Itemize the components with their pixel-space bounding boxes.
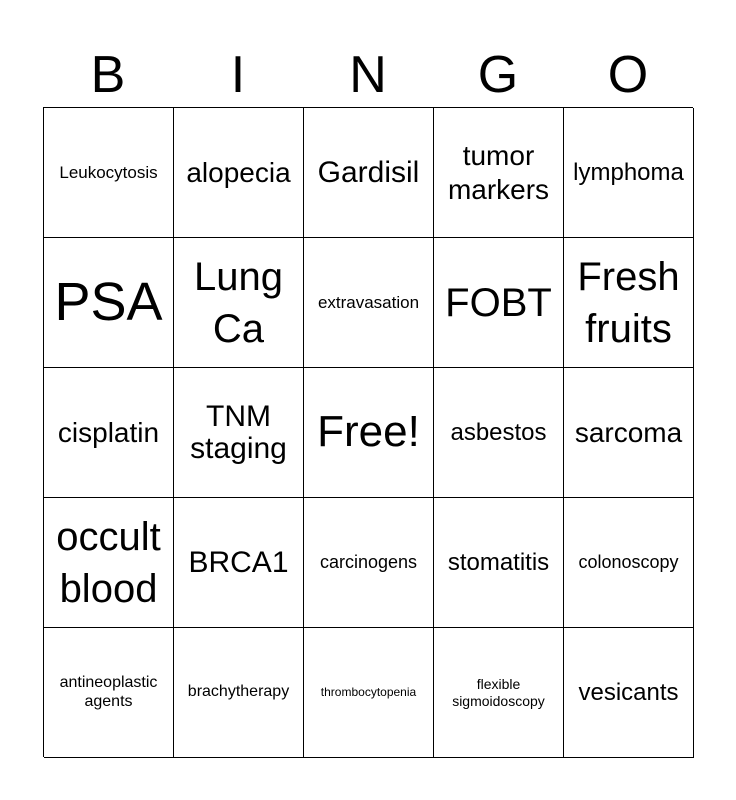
bingo-board [43, 107, 693, 757]
header-letter-i: I [230, 46, 246, 104]
bingo-cell[interactable]: PSA [44, 238, 174, 368]
bingo-cell[interactable]: thrombocytopenia [304, 628, 434, 758]
bingo-cell[interactable]: carcinogens [304, 498, 434, 628]
bingo-cell[interactable]: Leukocytosis [44, 108, 174, 238]
bingo-cell[interactable]: vesicants [564, 628, 694, 758]
bingo-cell[interactable]: BRCA1 [174, 498, 304, 628]
bingo-cell[interactable]: FOBT [434, 238, 564, 368]
bingo-cell[interactable]: colonoscopy [564, 498, 694, 628]
bingo-header [43, 42, 693, 108]
bingo-cell[interactable]: Lung Ca [174, 238, 304, 368]
header-letter-o: O [607, 46, 649, 104]
bingo-cell[interactable]: brachytherapy [174, 628, 304, 758]
bingo-cell[interactable]: lymphoma [564, 108, 694, 238]
bingo-cell[interactable]: flexible sigmoidoscopy [434, 628, 564, 758]
bingo-cell[interactable]: cisplatin [44, 368, 174, 498]
header-letter-n: N [349, 46, 387, 104]
header-letter-g: G [477, 46, 519, 104]
free-space[interactable]: Free! [304, 368, 434, 498]
bingo-cell[interactable]: antineoplastic agents [44, 628, 174, 758]
bingo-cell[interactable]: sarcoma [564, 368, 694, 498]
bingo-cell[interactable]: asbestos [434, 368, 564, 498]
bingo-cell[interactable]: stomatitis [434, 498, 564, 628]
bingo-cell[interactable]: alopecia [174, 108, 304, 238]
header-letter-b: B [90, 46, 126, 104]
bingo-cell[interactable]: tumor markers [434, 108, 564, 238]
bingo-cell[interactable]: extravasation [304, 238, 434, 368]
bingo-cell[interactable]: occult blood [44, 498, 174, 628]
bingo-cell[interactable]: Fresh fruits [564, 238, 694, 368]
bingo-cell[interactable]: TNM staging [174, 368, 304, 498]
bingo-cell[interactable]: Gardisil [304, 108, 434, 238]
